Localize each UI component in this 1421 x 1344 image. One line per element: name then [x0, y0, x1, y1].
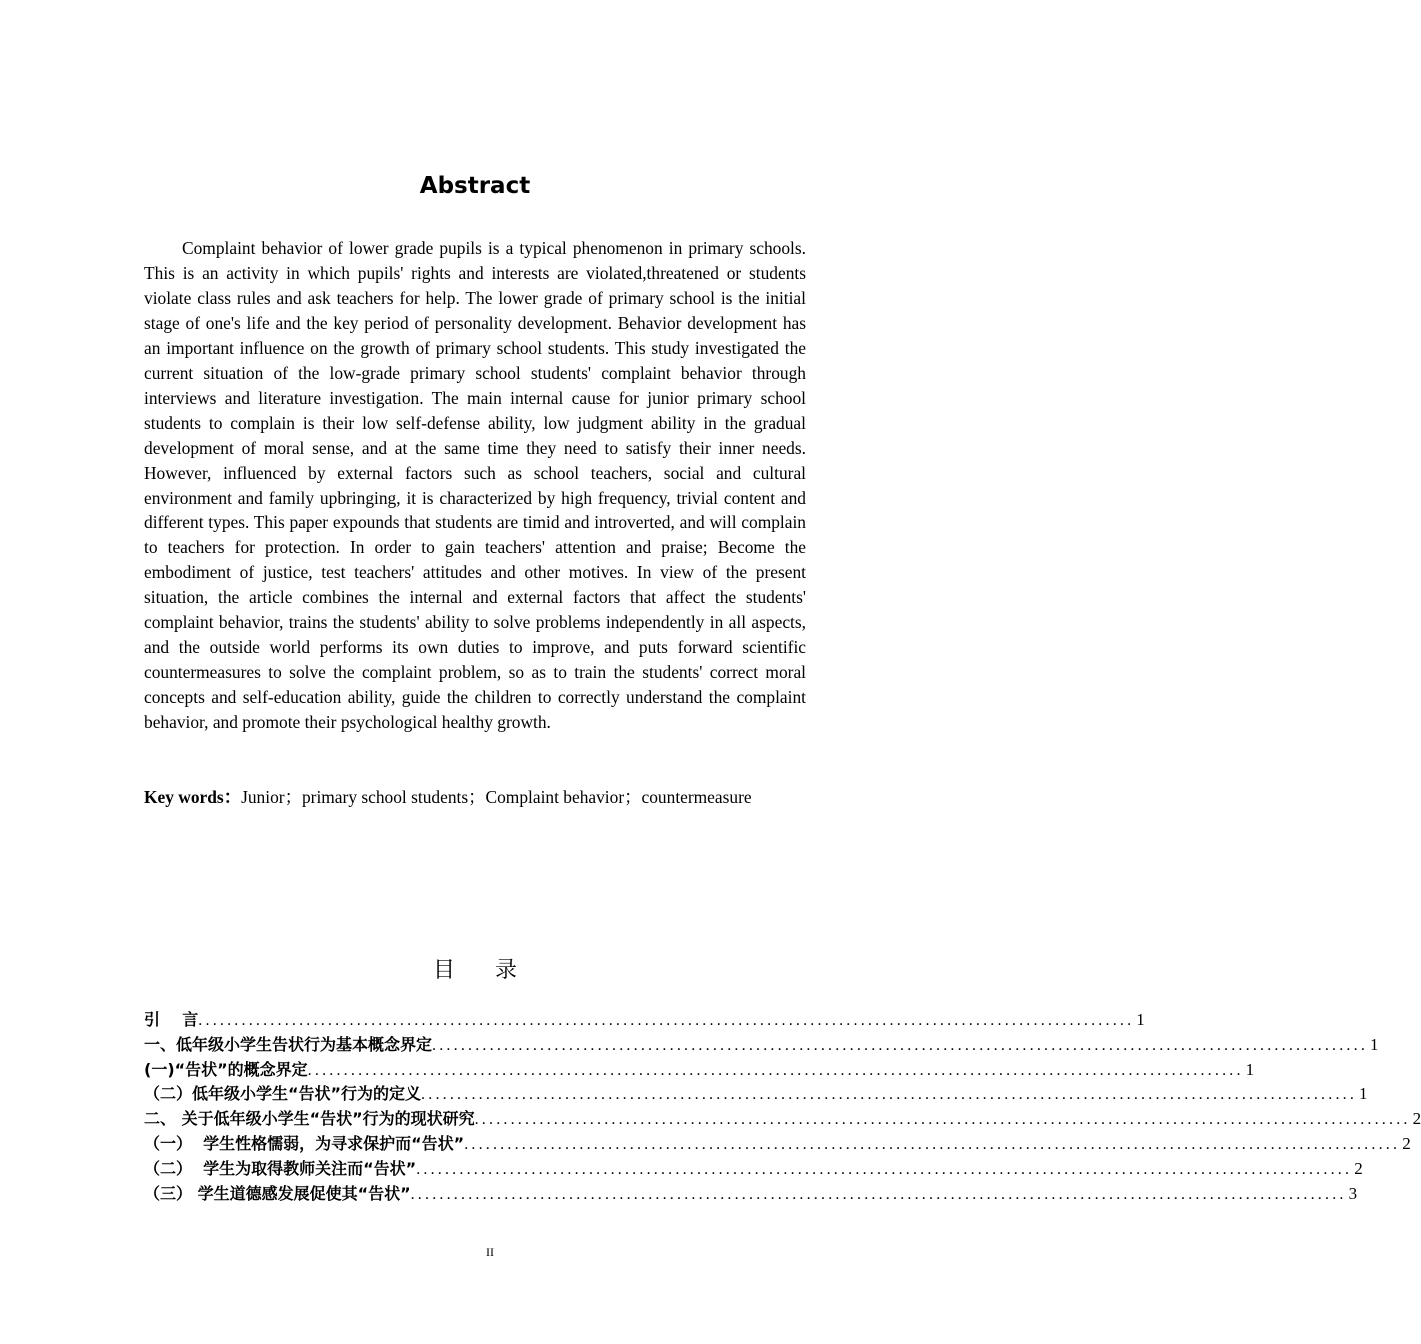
abstract-body: Complaint behavior of lower grade pupils is a typical phenomenon in primary schools. This is an activity in which pupils' rights and interests are violated,threatened or students violate class rules and ask teachers for help. The lower grade of primary school is the initial stage of one's life and the key period of personality development. Behavior development has an important influence on the growth of primary school students. This study investigated the current situation of the low-grade primary school students' complaint behavior through interviews and literature investigation. The main internal cause for junior primary school students to complain is their low self-defense ability, low judgment ability in the gradual development of moral sense, and at the same time they need to satisfy their inner needs. However, influenced by external factors such as school teachers, social and cultural environment and family upbringing, it is characterized by high frequency, trivial content and different types. This paper expounds that students are timid and introverted, and will complain to teachers for protection. In order to gain teachers' attention and praise; Become the embodiment of justice, test teachers' attitudes and other motives. In view of the present situation, the article combines the internal and external factors that affect the students' complaint behavior, trains the students' ability to solve problems independently in all aspects, and the outside world performs its own duties to improve, and puts forward scientific countermeasures to solve the complaint problem, so as to train the students' correct moral concepts and self-education ability, guide the children to correctly understand the complaint behavior, and promote their psychological healthy growth. [144, 238, 806, 733]
toc-entry[interactable] [144, 1157, 1363, 1182]
keywords-text: Junior；primary school students；Complaint behavior；countermeasure [241, 787, 752, 807]
toc-entry-label: （一） 学生性格懦弱，为寻求保护而“告状” [144, 1133, 465, 1153]
keywords-line [144, 785, 806, 810]
toc-dot-leader: .................................................................................................................................. [416, 1160, 1353, 1178]
table-of-contents [144, 1008, 1421, 1206]
toc-entry-page: 2 [1402, 1133, 1411, 1153]
toc-title: 目录 [432, 958, 557, 983]
page-number: II [486, 1245, 494, 1259]
toc-entry[interactable] [144, 1033, 1379, 1058]
toc-entry[interactable] [144, 1182, 1358, 1207]
toc-entry-page: 1 [1245, 1059, 1255, 1079]
toc-entry[interactable] [144, 1132, 1411, 1157]
toc-entry-label: 二、 关于低年级小学生“告状”行为的现状研究 [144, 1109, 475, 1129]
toc-entry-label: （二）低年级小学生“告状”行为的定义 [144, 1084, 422, 1104]
toc-entry-page: 1 [1136, 1010, 1145, 1029]
toc-dot-leader: .................................................................................................................................. [432, 1036, 1369, 1054]
toc-dot-leader: .................................................................................................................................. [307, 1061, 1244, 1079]
toc-dot-leader: .................................................................................................................................. [474, 1111, 1411, 1129]
keywords-label: Key words： [144, 787, 242, 807]
toc-entry-label: (一)“告状”的概念界定 [144, 1059, 308, 1079]
toc-entry-label: 引 言 [144, 1010, 199, 1029]
abstract-title: Abstract [419, 173, 531, 199]
toc-dot-leader: .................................................................................................................................. [421, 1086, 1358, 1104]
toc-dot-leader: .................................................................................................................................. [410, 1185, 1347, 1203]
toc-dot-leader: .................................................................................................................................. [464, 1135, 1401, 1153]
toc-entry-page: 1 [1359, 1084, 1368, 1104]
toc-entry-page: 3 [1348, 1183, 1358, 1203]
toc-entry-label: （二） 学生为取得教师关注而“告状” [144, 1158, 417, 1178]
toc-entry[interactable] [144, 1107, 1421, 1132]
toc-entry-page: 2 [1412, 1109, 1421, 1129]
toc-entry-page: 1 [1370, 1034, 1379, 1054]
toc-entry-label: 一、低年级小学生告状行为基本概念界定 [144, 1034, 433, 1054]
toc-dot-leader: .................................................................................................................................. [198, 1012, 1135, 1029]
toc-entry-page: 2 [1354, 1158, 1363, 1178]
toc-entry[interactable] [144, 1008, 1145, 1033]
toc-entry[interactable] [144, 1058, 1255, 1083]
toc-entry[interactable] [144, 1082, 1368, 1107]
toc-entry-label: （三） 学生道德感发展促使其“告状” [144, 1183, 411, 1203]
